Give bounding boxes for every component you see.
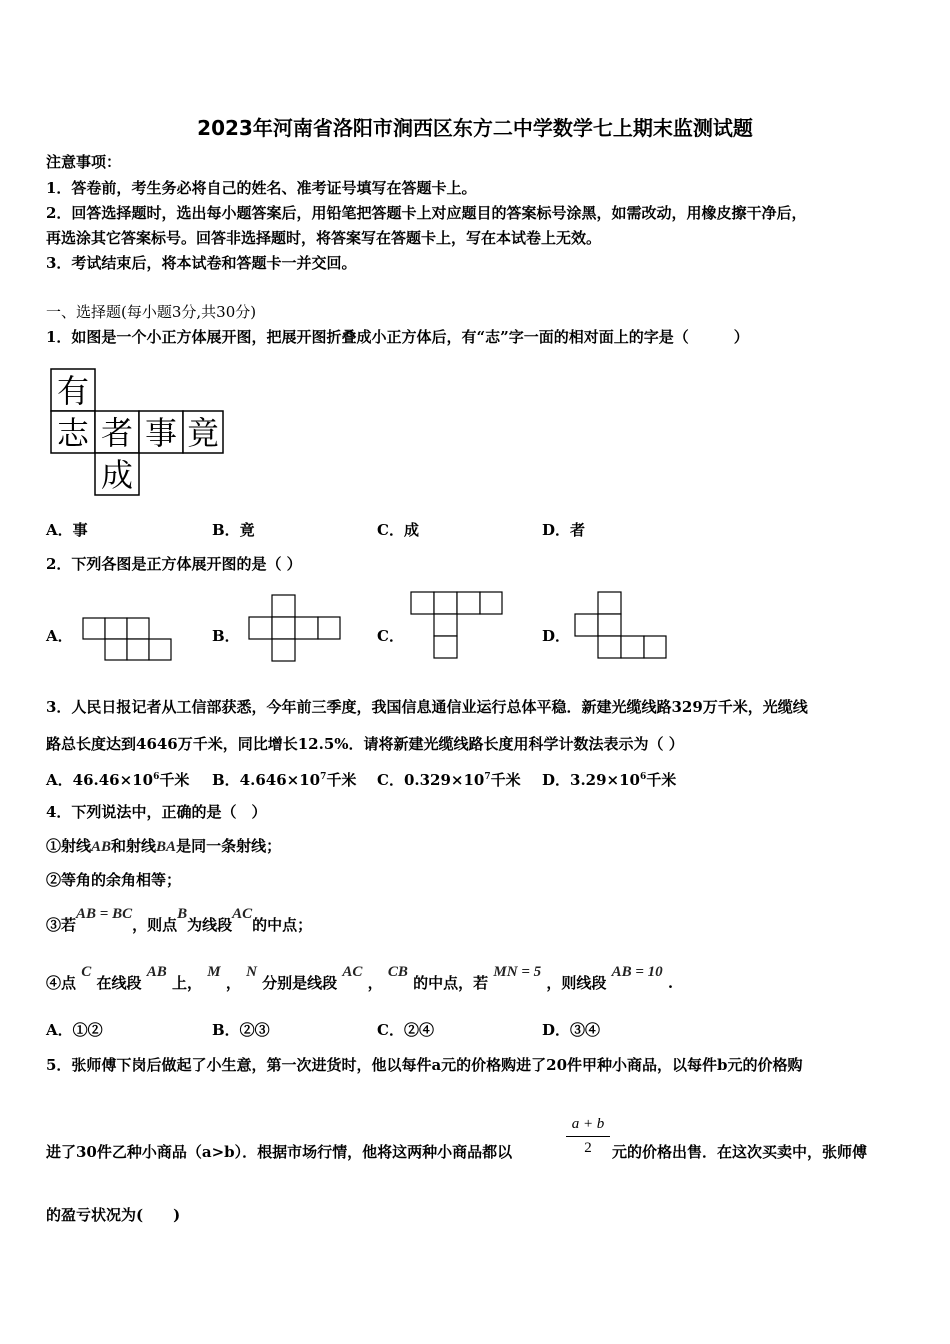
q5-line-2b: 元的价格出售．在这次买卖中，张师傅 — [612, 1143, 868, 1161]
net-char-jing: 竟 — [186, 414, 220, 452]
q4-s4-math: MN = 5 — [493, 964, 542, 980]
q3-d-value: D．3.29×10 — [542, 771, 640, 789]
q3-option-d — [542, 767, 676, 790]
q2-stem: 2．下列各图是正方体展开图的是（ ） — [46, 555, 302, 573]
q3-c-unit: 千米 — [490, 771, 521, 789]
q4-s1-text: 和射线 — [111, 837, 157, 855]
q4-statement-3 — [46, 906, 313, 936]
q2-figure-a — [82, 617, 174, 663]
q5-line-3: 的盈亏状况为( ) — [46, 1206, 181, 1224]
q3-b-exp: 7 — [320, 772, 327, 782]
q3-option-b — [212, 767, 356, 790]
q2-label-a: A． — [46, 627, 73, 645]
q4-s1-math: AB — [91, 839, 112, 855]
notice-item-2: 2．回答选择题时，选出每小题答案后，用铅笔把答题卡上对应题目的答案标号涂黑，如需改动，用橡皮擦干净后， — [46, 204, 807, 222]
q4-s4-math: CB — [387, 964, 408, 980]
q4-s4-math: AB — [146, 964, 167, 980]
q4-s4-text: ④点 — [46, 974, 77, 992]
q3-c-value: C．0.329×10 — [377, 771, 485, 789]
q4-statement-1 — [46, 836, 281, 857]
q4-s4-text: . — [667, 974, 674, 992]
fraction-denominator: 2 — [584, 1140, 592, 1156]
q1-stem: 1．如图是一个小正方体展开图，把展开图折叠成小正方体后，有“志”字一面的相对面上的字是（ ） — [46, 328, 749, 346]
q3-option-c — [377, 767, 521, 790]
q4-s3-math: B — [177, 906, 188, 922]
notice-item-3: 3．考试结束后，将本试卷和答题卡一并交回。 — [46, 254, 357, 272]
q1-option-d: D．者 — [542, 521, 586, 539]
q3-line-2: 路总长度达到4646万千米，同比增长12.5%．请将新建光缆线路长度用科学计数法表示为（ ） — [46, 735, 684, 753]
q4-statement-2: ②等角的余角相等； — [46, 871, 182, 889]
q4-option-b: B．②③ — [212, 1021, 270, 1039]
notice-item-2-cont: 再选涂其它答案标号。回答非选择题时，将答案写在答题卡上，写在本试卷上无效。 — [46, 229, 602, 247]
fraction-bar — [566, 1136, 610, 1137]
q3-line-1: 3．人民日报记者从工信部获悉，今年前三季度，我国信息通信业运行总体平稳．新建光缆线路329万千米，光缆线 — [46, 698, 808, 716]
q4-s1-text: ①射线 — [46, 837, 92, 855]
q3-a-value: A．46.46×10 — [46, 771, 154, 789]
section-heading: 一、选择题(每小题3分,共30分) — [46, 303, 257, 321]
q4-option-d: D．③④ — [542, 1021, 601, 1039]
net-char-you: 有 — [56, 372, 90, 410]
q4-s4-text: ，则线段 — [546, 974, 607, 992]
q4-s1-math: BA — [156, 839, 177, 855]
q4-s3-math: AC — [232, 906, 253, 922]
q2-figure-b — [248, 594, 342, 664]
q4-statement-4 — [46, 964, 674, 994]
q3-c-exp: 7 — [484, 772, 491, 782]
q4-s3-text: 为线段 — [187, 916, 233, 934]
q3-option-a — [46, 767, 189, 790]
q5-fraction — [566, 1116, 610, 1162]
net-char-zhi: 志 — [56, 414, 90, 452]
q2-figure-d — [574, 591, 668, 661]
q4-option-c: C．②④ — [377, 1021, 434, 1039]
q3-d-exp: 6 — [639, 772, 647, 782]
q4-option-a: A．①② — [46, 1021, 103, 1039]
q4-stem: 4．下列说法中，正确的是（ ） — [46, 803, 267, 821]
q4-s4-text: 在线段 — [96, 974, 142, 992]
q2-label-b: B． — [212, 627, 240, 645]
q4-s3-text: ③若 — [46, 916, 77, 934]
q2-figure-c — [410, 591, 504, 661]
q5-line-1: 5．张师傅下岗后做起了小生意，第一次进货时，他以每件a元的价格购进了20件甲种小商品，以每件b元的价格购 — [46, 1056, 803, 1074]
q3-d-unit: 千米 — [646, 771, 677, 789]
q3-b-value: B．4.646×10 — [212, 771, 321, 789]
q2-label-c: C． — [377, 627, 404, 645]
q4-s4-text: 的中点，若 — [413, 974, 489, 992]
q3-b-unit: 千米 — [326, 771, 357, 789]
q3-a-unit: 千米 — [159, 771, 190, 789]
q4-s1-text: 是同一条射线； — [176, 837, 282, 855]
q1-option-a: A．事 — [46, 521, 88, 539]
q1-option-c: C．成 — [377, 521, 419, 539]
net-char-cheng: 成 — [100, 456, 134, 494]
notice-heading: 注意事项： — [46, 153, 122, 171]
q4-s4-math: N — [246, 964, 257, 980]
q4-s4-text: 分别是线段 — [262, 974, 338, 992]
fraction-numerator: a + b — [571, 1116, 605, 1132]
notice-item-1: 1．答卷前，考生务必将自己的姓名、准考证号填写在答题卡上。 — [46, 179, 477, 197]
q4-s3-text: ，则点 — [132, 916, 178, 934]
q5-line-2a: 进了30件乙种小商品（a>b）．根据市场行情，他将这两种小商品都以 — [46, 1143, 513, 1161]
q4-s4-math: AC — [342, 964, 363, 980]
q4-s4-math: M — [207, 964, 221, 980]
q4-s3-math: AB = BC — [76, 906, 133, 922]
q4-s3-text: 的中点； — [252, 916, 313, 934]
q4-s4-text: ， — [367, 974, 383, 992]
page-title: 2023年河南省洛阳市涧西区东方二中学数学七上期末监测试题 — [197, 116, 753, 140]
net-char-shi: 事 — [144, 414, 178, 452]
q1-option-b: B．竟 — [212, 521, 255, 539]
q1-cube-net — [48, 366, 228, 498]
q2-label-d: D． — [542, 627, 571, 645]
q4-s4-math: C — [81, 964, 92, 980]
net-char-zhe: 者 — [100, 414, 134, 452]
q4-s4-math: AB = 10 — [611, 964, 663, 980]
q4-s4-text: ， — [225, 974, 241, 992]
q4-s4-text: 上， — [172, 974, 203, 992]
q3-a-exp: 6 — [153, 772, 160, 782]
